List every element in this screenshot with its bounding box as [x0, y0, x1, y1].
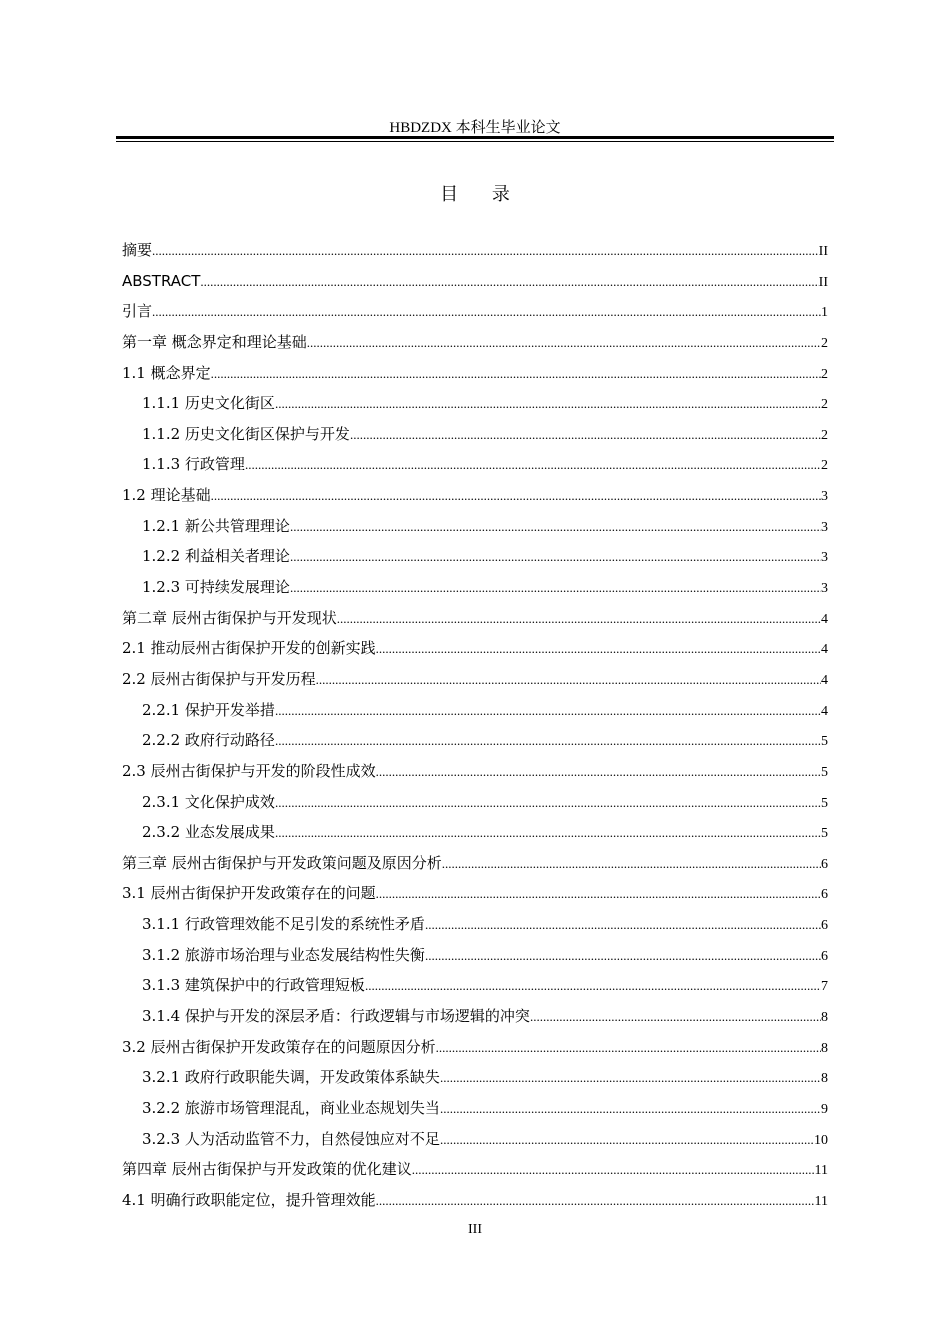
- toc-entry[interactable]: [122, 296, 828, 327]
- toc-entry-label: 2.1 推动辰州古街保护开发的创新实践: [122, 639, 376, 658]
- toc-title: 目 录: [440, 184, 524, 205]
- page-number: III: [468, 1222, 482, 1237]
- table-of-contents: [122, 235, 828, 1216]
- dot-leader: [442, 849, 821, 879]
- toc-entry-page: 6: [821, 918, 828, 934]
- toc-entry-page: 3: [821, 550, 828, 566]
- toc-entry-page: 8: [821, 1040, 828, 1056]
- header-rule-thin: [116, 141, 834, 142]
- toc-entry-page: II: [818, 274, 828, 290]
- toc-entry[interactable]: [122, 633, 828, 664]
- toc-entry-label: 3.2.1 政府行政职能失调，开发政策体系缺失: [142, 1068, 440, 1087]
- dot-leader: [530, 1002, 821, 1032]
- dot-leader: [275, 726, 821, 756]
- header-rule-thick: [116, 136, 834, 139]
- toc-entry[interactable]: [122, 603, 828, 634]
- toc-entry-label: 3.2.3 人为活动监管不力，自然侵蚀应对不足: [142, 1129, 440, 1148]
- toc-entry[interactable]: [122, 266, 828, 297]
- dot-leader: [440, 1125, 814, 1155]
- toc-entry[interactable]: [122, 756, 828, 787]
- dot-leader: [211, 359, 821, 389]
- toc-entry-page: 8: [821, 1010, 828, 1026]
- toc-entry-label: 摘要: [122, 241, 153, 259]
- toc-entry-label: 2.3.2 业态发展成果: [142, 823, 275, 842]
- toc-entry-page: 6: [821, 948, 828, 964]
- toc-entry-label: 第四章 辰州古街保护与开发政策的优化建议: [122, 1160, 412, 1179]
- toc-entry-page: 6: [821, 887, 828, 903]
- toc-entry-label: 3.2 辰州古街保护开发政策存在的问题原因分析: [122, 1037, 436, 1056]
- toc-entry[interactable]: [122, 1154, 828, 1185]
- toc-entry[interactable]: [122, 541, 828, 572]
- toc-entry-label: 3.1.3 建筑保护中的行政管理短板: [142, 976, 365, 995]
- toc-entry[interactable]: [122, 1185, 828, 1216]
- toc-entry-page: 6: [821, 856, 828, 872]
- toc-entry[interactable]: [122, 664, 828, 695]
- dot-leader: [436, 1033, 821, 1063]
- toc-entry[interactable]: [122, 235, 828, 266]
- toc-entry-label: 2.2 辰州古街保护与开发历程: [122, 669, 316, 688]
- toc-entry-page: 8: [821, 1071, 828, 1087]
- dot-leader: [211, 481, 821, 511]
- toc-entry[interactable]: [122, 848, 828, 879]
- toc-entry-page: 10: [814, 1132, 828, 1148]
- toc-entry-page: 1: [821, 305, 828, 321]
- dot-leader: [440, 1063, 821, 1093]
- dot-leader: [412, 1155, 815, 1185]
- toc-entry-page: 3: [821, 489, 828, 505]
- toc-entry[interactable]: [122, 817, 828, 848]
- dot-leader: [376, 634, 821, 664]
- toc-entry-label: 第一章 概念界定和理论基础: [122, 332, 307, 351]
- toc-entry[interactable]: [122, 1062, 828, 1093]
- dot-leader: [275, 788, 821, 818]
- toc-entry-label: 3.1 辰州古街保护开发政策存在的问题: [122, 884, 376, 903]
- toc-entry-page: 5: [821, 826, 828, 842]
- toc-entry-page: 11: [814, 1163, 828, 1179]
- toc-entry[interactable]: [122, 572, 828, 603]
- toc-entry[interactable]: [122, 1093, 828, 1124]
- toc-entry-label: 3.1.2 旅游市场治理与业态发展结构性失衡: [142, 945, 425, 964]
- dot-leader: [152, 236, 819, 266]
- toc-entry[interactable]: [122, 940, 828, 971]
- toc-entry-label: 2.3.1 文化保护成效: [142, 792, 275, 811]
- dot-leader: [290, 542, 821, 572]
- toc-entry-page: II: [818, 244, 828, 259]
- toc-entry[interactable]: [122, 480, 828, 511]
- toc-entry[interactable]: [122, 419, 828, 450]
- running-header: HBDZDX 本科生毕业论文: [389, 120, 561, 136]
- toc-entry-page: 3: [821, 581, 828, 597]
- toc-entry[interactable]: [122, 388, 828, 419]
- toc-entry-page: 5: [821, 795, 828, 811]
- dot-leader: [275, 389, 821, 419]
- toc-entry[interactable]: [122, 1001, 828, 1032]
- toc-entry-page: 9: [821, 1101, 828, 1117]
- toc-entry-label: 1.1.3 行政管理: [142, 455, 245, 474]
- toc-entry[interactable]: [122, 695, 828, 726]
- toc-entry-page: 2: [821, 427, 828, 443]
- toc-entry[interactable]: [122, 358, 828, 389]
- toc-entry-label: 1.2.2 利益相关者理论: [142, 547, 290, 566]
- toc-entry-page: 2: [821, 335, 828, 351]
- toc-entry-label: 3.1.4 保护与开发的深层矛盾：行政逻辑与市场逻辑的冲突: [142, 1007, 530, 1026]
- dot-leader: [275, 696, 821, 726]
- dot-leader: [376, 879, 821, 909]
- dot-leader: [316, 665, 821, 695]
- dot-leader: [245, 450, 821, 480]
- dot-leader: [376, 1186, 815, 1216]
- dot-leader: [290, 573, 821, 603]
- toc-entry-page: 4: [821, 672, 828, 688]
- toc-entry[interactable]: [122, 909, 828, 940]
- toc-entry-page: 7: [821, 979, 828, 995]
- toc-entry-label: 4.1 明确行政职能定位，提升管理效能: [122, 1190, 376, 1209]
- dot-leader: [350, 420, 821, 450]
- toc-entry-page: 2: [821, 397, 828, 413]
- toc-entry-label: 3.1.1 行政管理效能不足引发的系统性矛盾: [142, 915, 425, 934]
- toc-entry-page: 3: [821, 519, 828, 535]
- dot-leader: [425, 941, 821, 971]
- toc-entry-label: 3.2.2 旅游市场管理混乱，商业业态规划失当: [142, 1098, 440, 1117]
- dot-leader: [307, 328, 821, 358]
- toc-entry-label: 1.1 概念界定: [122, 363, 211, 382]
- toc-entry-page: 4: [821, 642, 828, 658]
- toc-entry-label: 2.2.2 政府行动路径: [142, 731, 275, 750]
- toc-entry[interactable]: [122, 725, 828, 756]
- toc-entry-label: 1.1.1 历史文化街区: [142, 394, 275, 413]
- toc-entry-page: 4: [821, 611, 828, 627]
- dot-leader: [275, 818, 821, 848]
- dot-leader: [425, 910, 821, 940]
- toc-entry-label: 2.2.1 保护开发举措: [142, 700, 275, 719]
- toc-entry-label: 第二章 辰州古街保护与开发现状: [122, 608, 337, 627]
- toc-entry-page: 2: [821, 458, 828, 474]
- toc-entry-page: 2: [821, 366, 828, 382]
- dot-leader: [290, 512, 821, 542]
- toc-entry[interactable]: [122, 1032, 828, 1063]
- dot-leader: [440, 1094, 821, 1124]
- toc-entry-label: 2.3 辰州古街保护与开发的阶段性成效: [122, 761, 376, 780]
- toc-entry-label: 1.1.2 历史文化街区保护与开发: [142, 424, 350, 443]
- toc-entry-label: 1.2.3 可持续发展理论: [142, 578, 290, 597]
- dot-leader: [337, 604, 821, 634]
- toc-entry[interactable]: [122, 787, 828, 818]
- toc-entry-label: 第三章 辰州古街保护与开发政策问题及原因分析: [122, 853, 442, 872]
- toc-entry-label: 引言: [122, 302, 153, 321]
- toc-entry-label: 1.2 理论基础: [122, 486, 211, 505]
- toc-entry[interactable]: [122, 511, 828, 542]
- toc-entry[interactable]: [122, 327, 828, 358]
- toc-entry-page: 5: [821, 734, 828, 750]
- toc-entry[interactable]: [122, 449, 828, 480]
- dot-leader: [376, 757, 821, 787]
- dot-leader: [200, 267, 818, 297]
- toc-entry[interactable]: [122, 970, 828, 1001]
- toc-entry-label: 1.2.1 新公共管理理论: [142, 516, 290, 535]
- toc-entry-page: 11: [814, 1193, 828, 1209]
- toc-entry-page: 4: [821, 703, 828, 719]
- dot-leader: [152, 297, 821, 327]
- toc-entry-page: 5: [821, 764, 828, 780]
- toc-entry[interactable]: [122, 878, 828, 909]
- dot-leader: [365, 971, 821, 1001]
- toc-entry[interactable]: [122, 1124, 828, 1155]
- toc-entry-label: ABSTRACT: [122, 271, 201, 290]
